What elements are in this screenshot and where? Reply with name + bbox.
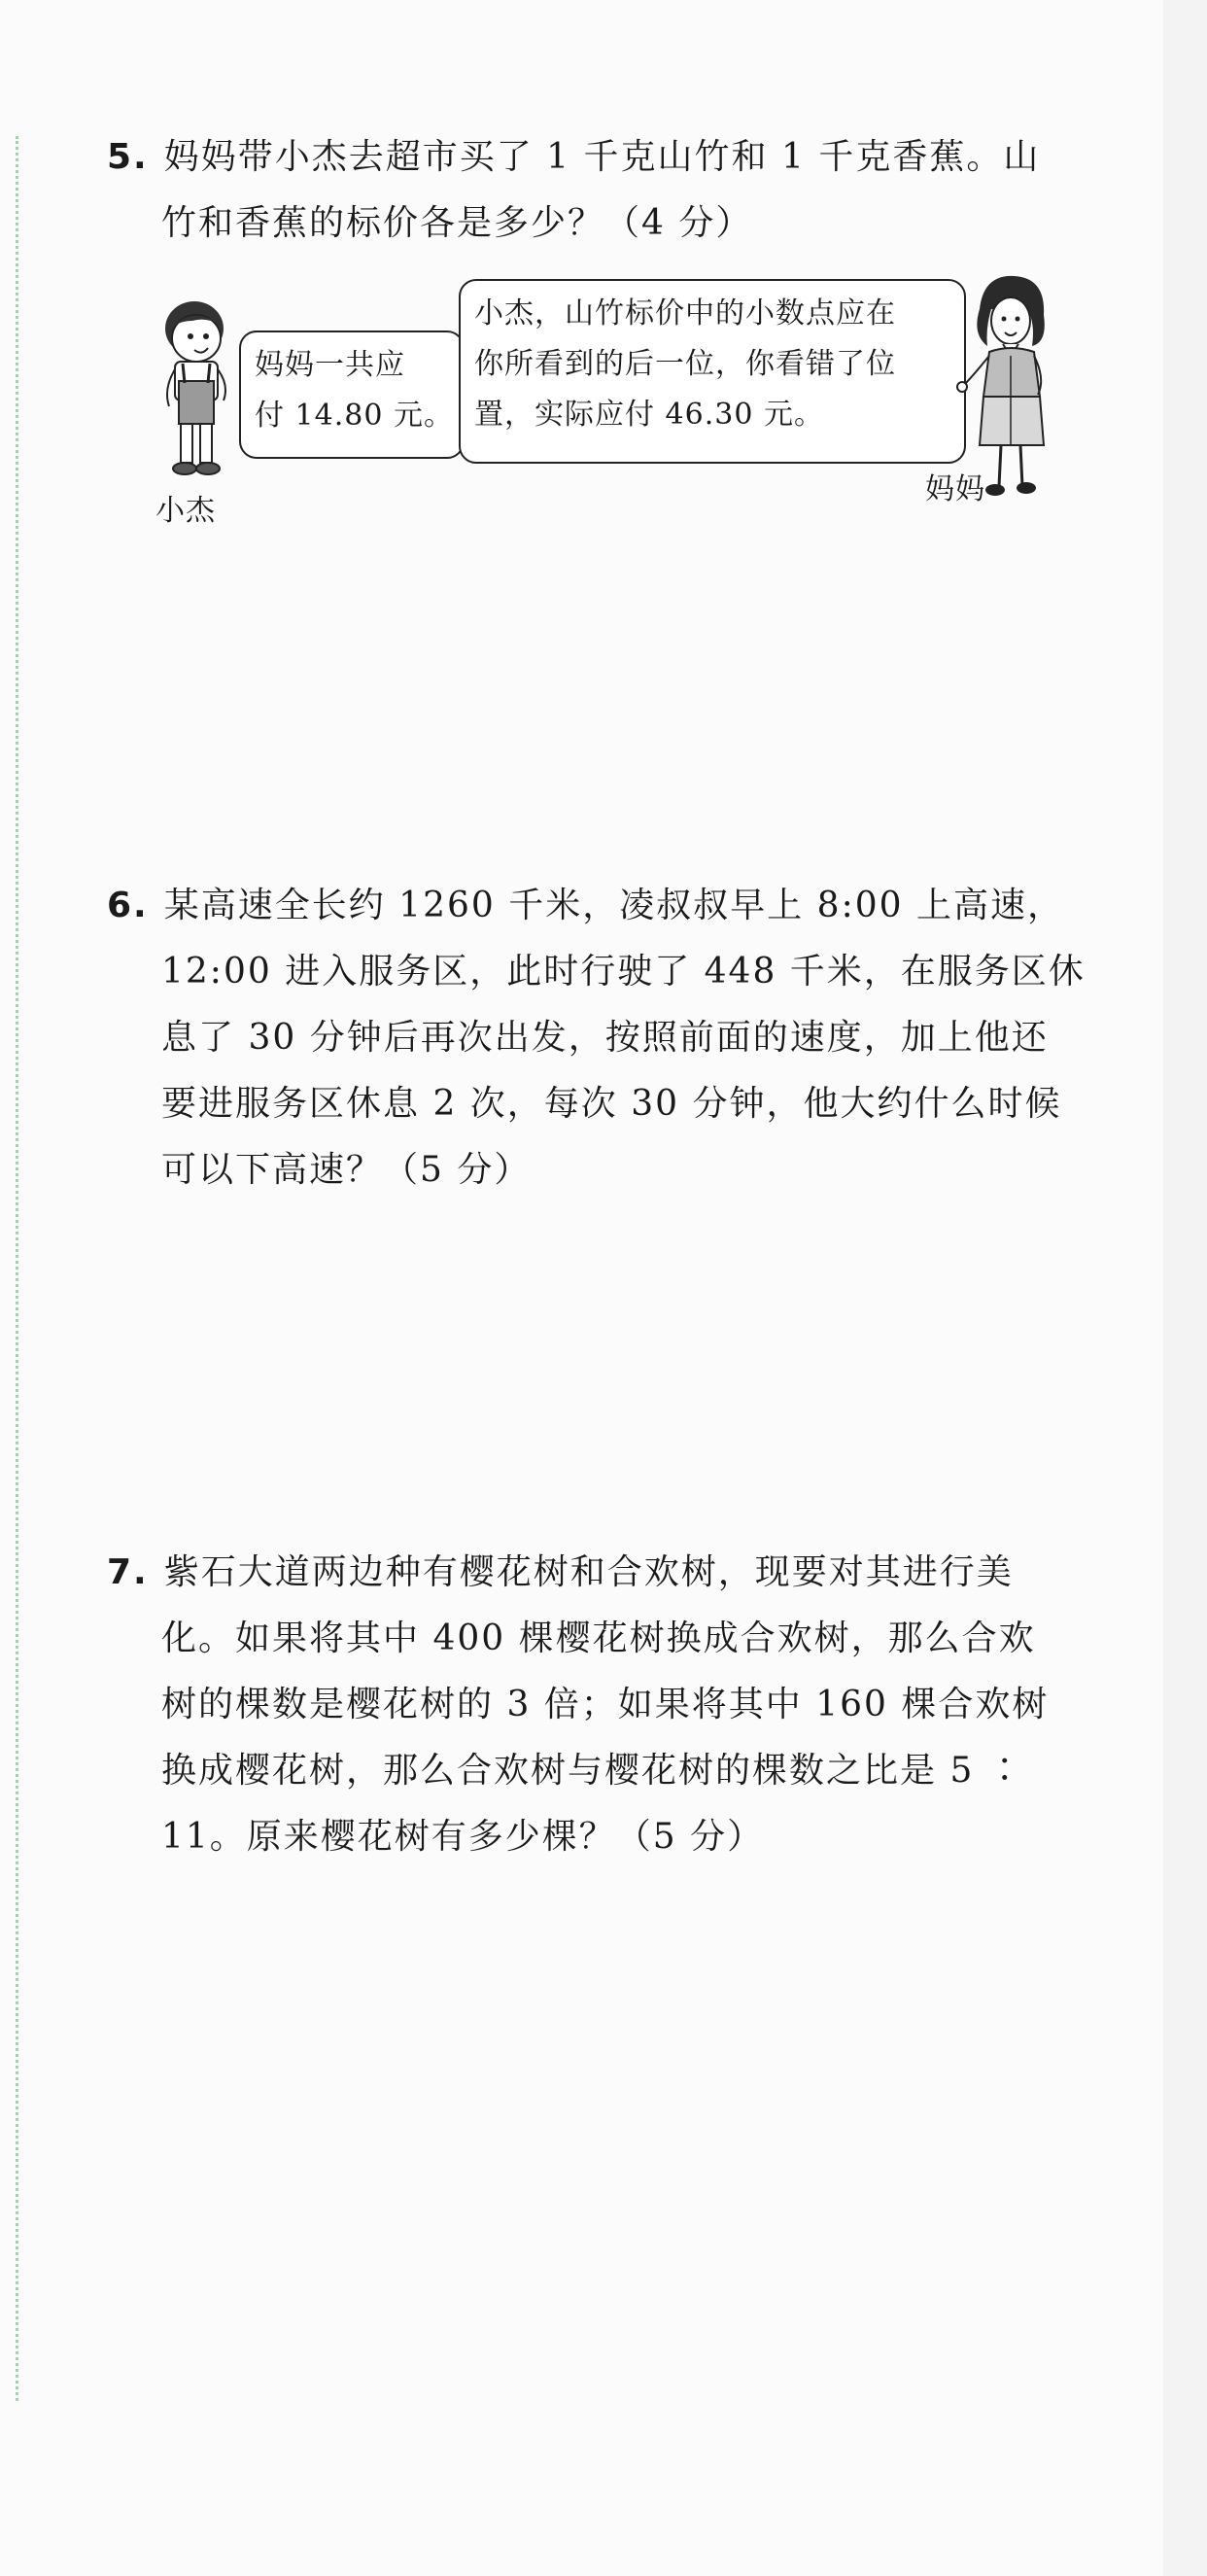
xiaojie-speech-bubble [239, 331, 465, 459]
problem-7 [107, 1540, 1088, 1870]
problem-number: 5. [107, 137, 149, 177]
xiaojie-figure [146, 292, 243, 486]
problem-5-line-2: 竹和香蕉的标价各是多少？（4 分） [161, 203, 753, 243]
problem-5-line-1: 5. 妈妈带小杰去超市买了 1 千克山竹和 1 千克香蕉。山 [107, 137, 1041, 177]
page-edge-shade [1163, 0, 1207, 2576]
problem-7-line-4: 换成樱花树，那么合欢树与樱花树的棵数之比是 5 ∶ [161, 1751, 1024, 1791]
problem-6 [107, 873, 1088, 1203]
mama-label: 妈妈 [925, 472, 985, 506]
mama-speech-bubble [459, 279, 966, 464]
problem-5 [107, 124, 1088, 257]
problem-6-line-4: 要进服务区休息 2 次，每次 30 分钟，他大约什么时候 [161, 1084, 1062, 1124]
binding-margin-line [16, 136, 18, 2401]
problem-7-line-5: 11。原来樱花树有多少棵？（5 分） [161, 1817, 765, 1857]
speech-line: 小杰，山竹标价中的小数点应在 [474, 296, 896, 331]
problem-7-line-2: 化。如果将其中 400 棵樱花树换成合欢树，那么合欢 [161, 1619, 1036, 1658]
problem-number: 7. [107, 1552, 149, 1592]
problem-6-line-1: 6. 某高速全长约 1260 千米，凌叔叔早上 8:00 上高速， [107, 886, 1064, 925]
problem-6-line-2: 12:00 进入服务区，此时行驶了 448 千米，在服务区休 [161, 952, 1086, 992]
xiaojie-label: 小杰 [155, 494, 216, 528]
speech-line: 置，实际应付 46.30 元。 [474, 398, 824, 432]
problem-6-line-3: 息了 30 分钟后再次出发，按照前面的速度，加上他还 [161, 1018, 1049, 1058]
problem-7-line-3: 树的棵数是樱花树的 3 倍；如果将其中 160 棵合欢树 [161, 1685, 1050, 1724]
speech-line: 妈妈一共应 [255, 348, 405, 382]
problem-number: 6. [107, 886, 149, 925]
speech-line: 你所看到的后一位，你看错了位 [474, 347, 896, 381]
problem-6-line-5: 可以下高速？（5 分） [161, 1150, 532, 1190]
speech-line: 付 14.80 元。 [255, 399, 454, 433]
problem-7-line-1: 7. 紫石大道两边种有樱花树和合欢树，现要对其进行美 [107, 1552, 1014, 1592]
